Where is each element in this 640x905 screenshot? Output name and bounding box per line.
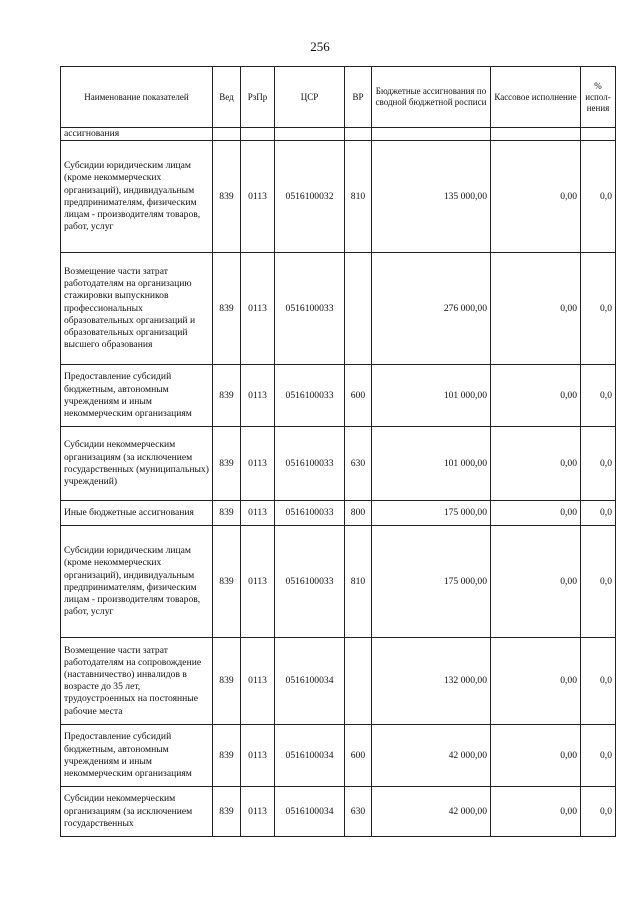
row-csr: 0516100033 — [275, 427, 345, 501]
row-rzpr: 0113 — [241, 787, 275, 837]
row-ved: 839 — [213, 141, 241, 253]
row-rzpr — [241, 128, 275, 141]
row-csr: 0516100033 — [275, 501, 345, 526]
row-budget — [372, 128, 491, 141]
row-budget: 101 000,00 — [372, 427, 491, 501]
row-vr — [345, 253, 372, 365]
row-cash: 0,00 — [491, 141, 581, 253]
header-rzpr: РзПр — [241, 67, 275, 128]
row-rzpr: 0113 — [241, 427, 275, 501]
row-name: ассигнования — [61, 128, 213, 141]
row-vr: 810 — [345, 526, 372, 638]
row-percent: 0,0 — [581, 365, 616, 427]
row-percent: 0,0 — [581, 427, 616, 501]
page-number: 256 — [310, 39, 330, 54]
table-row — [61, 526, 616, 638]
row-vr — [345, 128, 372, 141]
row-ved: 839 — [213, 501, 241, 526]
row-ved — [213, 128, 241, 141]
row-vr: 810 — [345, 141, 372, 253]
table-row — [61, 787, 616, 837]
row-csr: 0516100034 — [275, 787, 345, 837]
row-budget: 175 000,00 — [372, 501, 491, 526]
header-cash: Кассовое исполнение — [491, 67, 581, 128]
row-cash: 0,00 — [491, 787, 581, 837]
budget-table — [60, 66, 616, 837]
row-name: Предоставление субсидий бюджетным, автономным учреждениям и иным некоммерческим организациям — [61, 725, 213, 787]
row-cash — [491, 128, 581, 141]
header-csr: ЦСР — [275, 67, 345, 128]
row-budget: 132 000,00 — [372, 638, 491, 725]
row-ved: 839 — [213, 427, 241, 501]
row-percent: 0,0 — [581, 253, 616, 365]
row-budget: 276 000,00 — [372, 253, 491, 365]
row-cash: 0,00 — [491, 253, 581, 365]
row-cash: 0,00 — [491, 427, 581, 501]
row-cash: 0,00 — [491, 725, 581, 787]
table-row — [61, 141, 616, 253]
row-name: Субсидии некоммерческим организациям (за исключением государственных — [61, 787, 213, 837]
row-rzpr: 0113 — [241, 365, 275, 427]
row-cash: 0,00 — [491, 501, 581, 526]
row-ved: 839 — [213, 725, 241, 787]
header-name: Наименование показателей — [61, 67, 213, 128]
row-percent: 0,0 — [581, 526, 616, 638]
row-name: Субсидии некоммерческим организациям (за исключением государственных (муниципальных) учреждений) — [61, 427, 213, 501]
row-csr: 0516100032 — [275, 141, 345, 253]
table-row — [61, 638, 616, 725]
row-name: Предоставление субсидий бюджетным, автономным учреждениям и иным некоммерческим организациям — [61, 365, 213, 427]
table-row — [61, 725, 616, 787]
row-vr: 600 — [345, 365, 372, 427]
row-budget: 101 000,00 — [372, 365, 491, 427]
row-vr — [345, 638, 372, 725]
header-budget: Бюджетные ассигнования по сводной бюджетной росписи — [372, 67, 491, 128]
row-cash: 0,00 — [491, 526, 581, 638]
row-budget: 135 000,00 — [372, 141, 491, 253]
row-csr — [275, 128, 345, 141]
row-rzpr: 0113 — [241, 253, 275, 365]
row-percent — [581, 128, 616, 141]
row-csr: 0516100034 — [275, 638, 345, 725]
row-vr: 600 — [345, 725, 372, 787]
row-budget: 42 000,00 — [372, 725, 491, 787]
row-percent: 0,0 — [581, 141, 616, 253]
row-rzpr: 0113 — [241, 725, 275, 787]
row-vr: 630 — [345, 787, 372, 837]
table-row — [61, 365, 616, 427]
row-name: Иные бюджетные ассигнования — [61, 501, 213, 526]
table-row — [61, 253, 616, 365]
row-vr: 800 — [345, 501, 372, 526]
row-vr: 630 — [345, 427, 372, 501]
row-rzpr: 0113 — [241, 638, 275, 725]
header-percent: % испол-нения — [581, 67, 616, 128]
header-ved: Вед — [213, 67, 241, 128]
table-row — [61, 128, 616, 141]
header-vr: ВР — [345, 67, 372, 128]
row-csr: 0516100033 — [275, 253, 345, 365]
row-ved: 839 — [213, 365, 241, 427]
row-cash: 0,00 — [491, 638, 581, 725]
header-row — [61, 67, 616, 128]
table-row — [61, 501, 616, 526]
row-budget: 175 000,00 — [372, 526, 491, 638]
row-csr: 0516100034 — [275, 725, 345, 787]
row-csr: 0516100033 — [275, 365, 345, 427]
row-ved: 839 — [213, 526, 241, 638]
row-rzpr: 0113 — [241, 501, 275, 526]
row-percent: 0,0 — [581, 638, 616, 725]
row-rzpr: 0113 — [241, 141, 275, 253]
row-percent: 0,0 — [581, 501, 616, 526]
row-percent: 0,0 — [581, 725, 616, 787]
row-name: Возмещение части затрат работодателям на сопровождение (наставничество) инвалидов в возрасте до 35 лет, трудоустроенных на постоянные рабочие места — [61, 638, 213, 725]
table-row — [61, 427, 616, 501]
row-ved: 839 — [213, 638, 241, 725]
row-budget: 42 000,00 — [372, 787, 491, 837]
row-name: Субсидии юридическим лицам (кроме некоммерческих организаций), индивидуальным предпринимателям, физическим лицам - производителям товаров, работ, услуг — [61, 526, 213, 638]
row-ved: 839 — [213, 787, 241, 837]
row-rzpr: 0113 — [241, 526, 275, 638]
row-percent: 0,0 — [581, 787, 616, 837]
row-cash: 0,00 — [491, 365, 581, 427]
row-name: Возмещение части затрат работодателям на организацию стажировки выпускников профессиональных образовательных организаций и образовательных организаций высшего образования — [61, 253, 213, 365]
row-name: Субсидии юридическим лицам (кроме некоммерческих организаций), индивидуальным предпринимателям, физическим лицам - производителям товаров, работ, услуг — [61, 141, 213, 253]
row-csr: 0516100033 — [275, 526, 345, 638]
row-ved: 839 — [213, 253, 241, 365]
